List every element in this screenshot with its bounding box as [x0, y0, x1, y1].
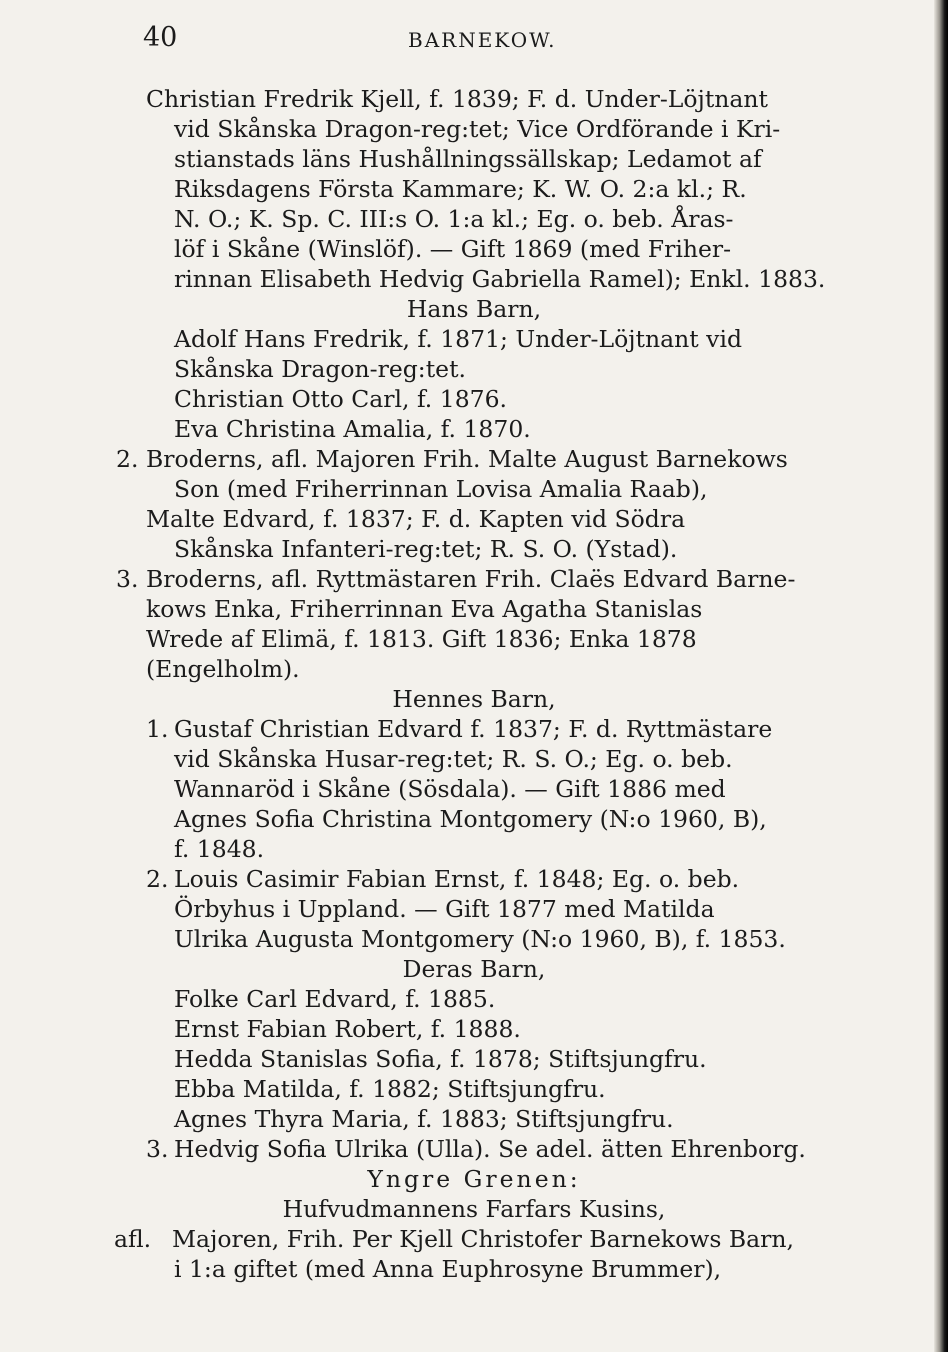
- text-line: (Engelholm).: [146, 655, 300, 683]
- text-line: Skånska Dragon-reg:tet.: [174, 355, 466, 383]
- text-line: Skånska Infanteri-reg:tet; R. S. O. (Ystad).: [174, 535, 678, 563]
- text-line: f. 1848.: [174, 835, 265, 863]
- text-line: Son (med Friherrinnan Lovisa Amalia Raab),: [174, 475, 708, 503]
- page-number: 40: [143, 22, 178, 53]
- entry-number: afl.: [114, 1225, 152, 1253]
- book-binding-edge: [934, 0, 948, 1352]
- text-line: Ernst Fabian Robert, f. 1888.: [174, 1015, 521, 1043]
- entry-number: 2.: [116, 445, 139, 473]
- text-line: Örbyhus i Uppland. — Gift 1877 med Matilda: [174, 895, 715, 923]
- running-title: BARNEKOW.: [408, 28, 557, 52]
- section-heading: Hufvudmannens Farfars Kusins,: [282, 1195, 666, 1223]
- text-line: Broderns, afl. Ryttmästaren Frih. Claës Edvard Barne-: [146, 565, 796, 593]
- text-line: vid Skånska Dragon-reg:tet; Vice Ordförande i Kri-: [174, 115, 781, 143]
- text-line: Christian Fredrik Kjell, f. 1839; F. d. Under-Löjtnant: [146, 85, 769, 113]
- text-line: Gustaf Christian Edvard f. 1837; F. d. Ryttmästare: [174, 715, 773, 743]
- text-line: Christian Otto Carl, f. 1876.: [174, 385, 508, 413]
- page-header: [0, 22, 948, 58]
- text-line: stianstads läns Hushållningssällskap; Ledamot af: [174, 145, 762, 173]
- text-line: Agnes Thyra Maria, f. 1883; Stiftsjungfru.: [174, 1105, 674, 1133]
- text-line: N. O.; K. Sp. C. III:s O. 1:a kl.; Eg. o. beb. Åras-: [174, 205, 734, 233]
- text-line: Ebba Matilda, f. 1882; Stiftsjungfru.: [174, 1075, 606, 1103]
- text-line: Majoren, Frih. Per Kjell Christofer Barnekows Barn,: [172, 1225, 795, 1253]
- text-line: i 1:a giftet (med Anna Euphrosyne Brummer),: [174, 1255, 722, 1283]
- text-line: Hedvig Sofia Ulrika (Ulla). Se adel. ätten Ehrenborg.: [174, 1135, 806, 1163]
- entry-number: 3.: [116, 565, 139, 593]
- section-heading: Yngre Grenen:: [367, 1165, 581, 1193]
- section-heading: Hans Barn,: [406, 295, 542, 323]
- text-line: Hedda Stanislas Sofia, f. 1878; Stiftsjungfru.: [174, 1045, 707, 1073]
- text-line: rinnan Elisabeth Hedvig Gabriella Ramel); Enkl. 1883.: [174, 265, 826, 293]
- section-heading: Hennes Barn,: [392, 685, 556, 713]
- entry-number: 1.: [146, 715, 169, 743]
- section-heading: Deras Barn,: [402, 955, 546, 983]
- entry-number: 3.: [146, 1135, 169, 1163]
- text-line: Ulrika Augusta Montgomery (N:o 1960, B), f. 1853.: [174, 925, 786, 953]
- text-line: löf i Skåne (Winslöf). — Gift 1869 (med Friher-: [174, 235, 732, 263]
- text-line: Adolf Hans Fredrik, f. 1871; Under-Löjtnant vid: [174, 325, 743, 353]
- text-line: Broderns, afl. Majoren Frih. Malte August Barnekows: [146, 445, 788, 473]
- text-line: Riksdagens Första Kammare; K. W. O. 2:a kl.; R.: [174, 175, 747, 203]
- entry-number: 2.: [146, 865, 169, 893]
- text-line: vid Skånska Husar-reg:tet; R. S. O.; Eg. o. beb.: [174, 745, 733, 773]
- text-line: Wrede af Elimä, f. 1813. Gift 1836; Enka 1878: [146, 625, 697, 653]
- text-line: kows Enka, Friherrinnan Eva Agatha Stanislas: [146, 595, 703, 623]
- text-line: Malte Edvard, f. 1837; F. d. Kapten vid Södra: [146, 505, 686, 533]
- text-line: Agnes Sofia Christina Montgomery (N:o 1960, B),: [174, 805, 767, 833]
- text-line: Folke Carl Edvard, f. 1885.: [174, 985, 496, 1013]
- text-line: Eva Christina Amalia, f. 1870.: [174, 415, 531, 443]
- text-line: Wannaröd i Skåne (Sösdala). — Gift 1886 med: [174, 775, 726, 803]
- text-line: Louis Casimir Fabian Ernst, f. 1848; Eg. o. beb.: [174, 865, 740, 893]
